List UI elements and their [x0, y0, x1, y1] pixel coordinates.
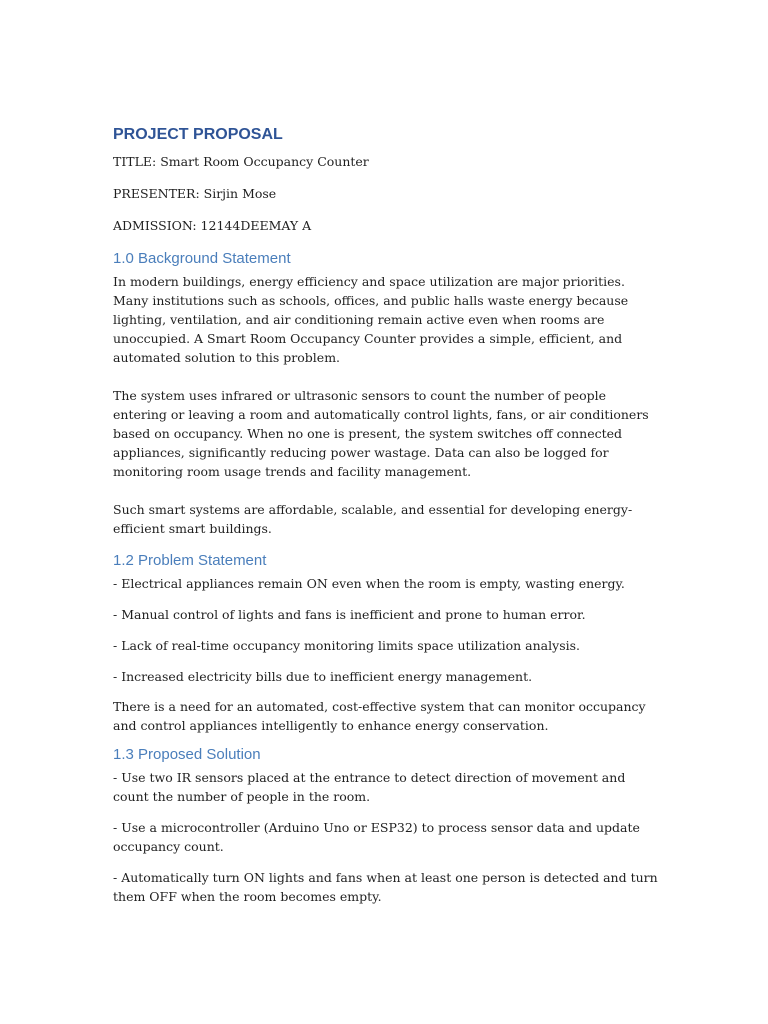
background-heading: 1.0 Background Statement	[113, 250, 291, 267]
solution-bullet: - Use two IR sensors placed at the entrance to detect direction of movement and count the number of people in the room.	[113, 770, 626, 804]
admission-line: ADMISSION: 12144DEEMAY A	[113, 218, 312, 233]
problem-bullet: - Manual control of lights and fans is inefficient and prone to human error.	[113, 607, 586, 622]
background-paragraph: The system uses infrared or ultrasonic sensors to count the number of people entering or leaving a room and automatically control lights, fans, or air conditioners based on occupancy. When no one is present, the system switches off connected appliances, significantly reducing power wastage. Data can also be logged for monitoring room usage trends and facility management.	[113, 388, 649, 479]
document-body	[113, 123, 658, 918]
background-paragraph: In modern buildings, energy efficiency and space utilization are major priorities. Many institutions such as schools, offices, and public halls waste energy because lighting, ventilation, and air conditioning remain active even when rooms are unoccupied. A Smart Room Occupancy Counter provides a simple, efficient, and automated solution to this problem.	[113, 274, 629, 365]
problem-need-statement: There is a need for an automated, cost-effective system that can monitor occupancy and control appliances intelligently to enhance energy conservation.	[113, 699, 646, 733]
solution-bullet: - Automatically turn ON lights and fans when at least one person is detected and turn them OFF when the room becomes empty.	[113, 870, 658, 904]
presenter-line: PRESENTER: Sirjin Mose	[113, 186, 277, 201]
problem-bullet: - Lack of real-time occupancy monitoring limits space utilization analysis.	[113, 638, 580, 653]
solution-bullet: - Use a microcontroller (Arduino Uno or ESP32) to process sensor data and update occupancy count.	[113, 820, 640, 854]
problem-bullet: - Increased electricity bills due to inefficient energy management.	[113, 669, 533, 684]
problem-heading: 1.2 Problem Statement	[113, 552, 267, 569]
project-title-line: TITLE: Smart Room Occupancy Counter	[113, 154, 369, 169]
problem-bullet: - Electrical appliances remain ON even when the room is empty, wasting energy.	[113, 576, 625, 591]
background-paragraph: Such smart systems are affordable, scalable, and essential for developing energy-efficient smart buildings.	[113, 502, 633, 536]
document-heading: PROJECT PROPOSAL	[113, 126, 283, 143]
solution-heading: 1.3 Proposed Solution	[113, 746, 261, 763]
